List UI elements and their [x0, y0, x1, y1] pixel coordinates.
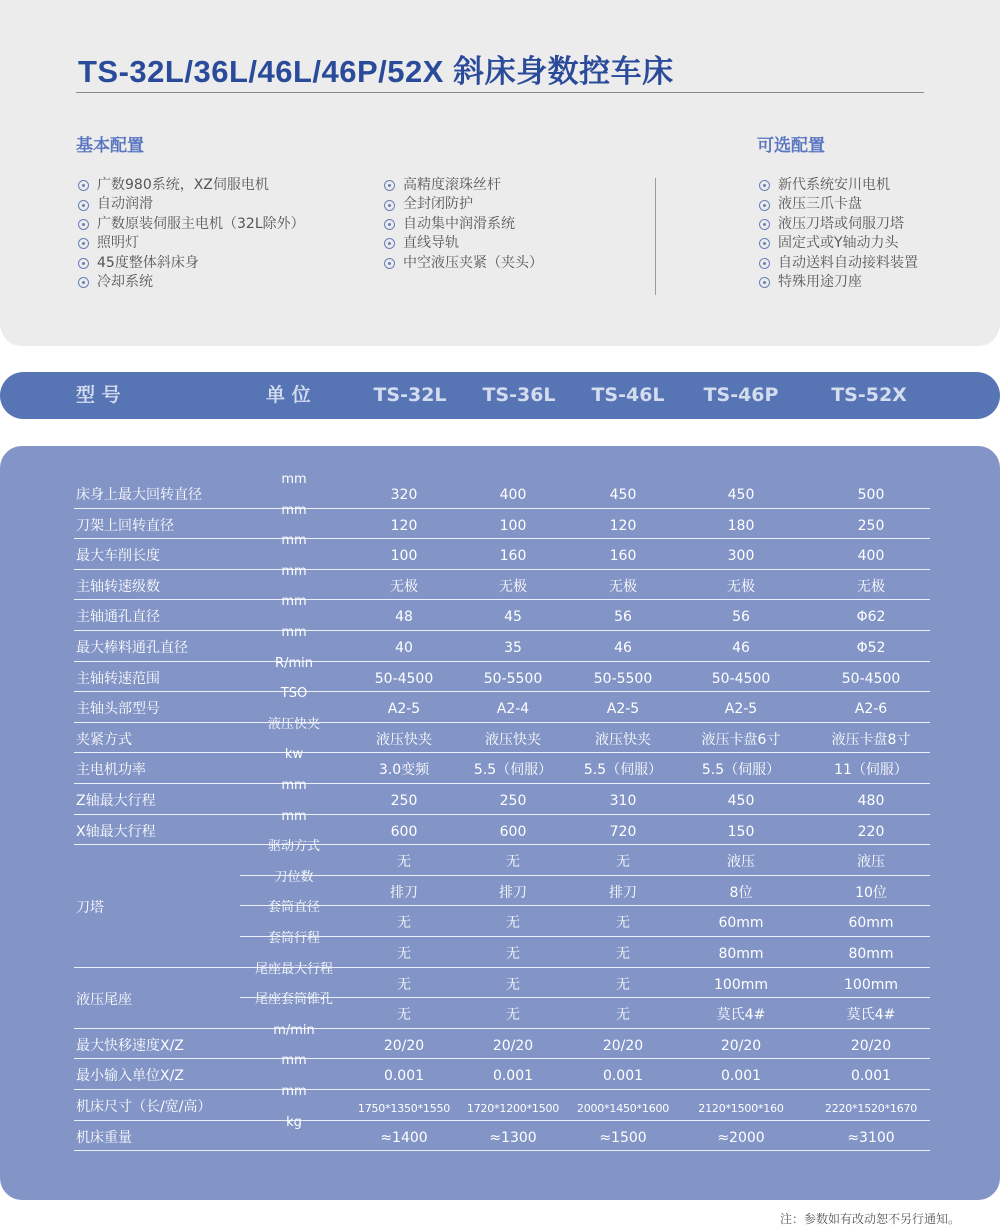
row-value: 20/20: [602, 1037, 644, 1054]
page-title: TS-32L/36L/46L/46P/52X 斜床身数控车床: [78, 54, 674, 89]
row-value: 600: [390, 823, 418, 840]
row-value: 无: [397, 946, 411, 962]
row-value: Φ52: [856, 640, 886, 656]
row-value: 50-4500: [711, 670, 771, 687]
row-label: 机床重量: [76, 1129, 132, 1146]
row-value: 20/20: [850, 1037, 892, 1054]
row-divider: [240, 875, 930, 876]
row-value: A2-5: [724, 701, 758, 718]
row-label: 床身上最大回转直径: [76, 487, 202, 503]
row-value: A2-6: [854, 701, 888, 718]
row-unit: mm: [281, 808, 307, 824]
row-value: 0.001: [492, 1068, 534, 1085]
config-item-label: 自动集中润滑系统: [403, 215, 515, 232]
row-value: 5.5（伺服）: [701, 762, 781, 779]
row-divider: [240, 905, 930, 906]
footnote: 注：参数如有改动恕不另行通知。: [779, 1212, 960, 1226]
row-value: 无: [616, 1007, 630, 1024]
row-unit: mm: [281, 563, 307, 579]
row-unit: 刀位数: [274, 869, 314, 885]
row-value: 100mm: [844, 976, 898, 993]
config-item-label: 45度整体斜床身: [97, 254, 199, 271]
header-model-label: 型 号: [76, 384, 121, 406]
row-value: 无极: [499, 578, 527, 595]
row-value: 120: [609, 517, 637, 534]
row-value: 液压卡盘8寸: [831, 731, 911, 748]
row-value: 5.5（伺服）: [473, 762, 553, 779]
row-value: 250: [390, 793, 418, 809]
row-value: 1720*1200*1500: [466, 1102, 560, 1115]
config-item-label: 自动送料自动接料装置: [778, 254, 918, 271]
row-value: 无: [616, 976, 630, 993]
row-value: 排刀: [609, 884, 637, 901]
header-model-ts-46l: TS-46L: [591, 384, 665, 406]
row-value: 600: [499, 823, 527, 840]
optional-config-heading: 可选配置: [757, 136, 825, 156]
row-value: 无: [397, 854, 411, 871]
row-unit: R/min: [275, 655, 313, 671]
row-value: 20/20: [492, 1037, 534, 1054]
row-value: 220: [857, 823, 885, 840]
row-value: 11（伺服）: [834, 762, 908, 779]
row-value: 50-5500: [593, 670, 653, 687]
row-value: 450: [727, 793, 755, 809]
row-value: 480: [857, 793, 885, 809]
header-model-ts-32l: TS-32L: [373, 384, 447, 406]
row-value: 180: [727, 517, 755, 534]
row-label: 最大车削长度: [76, 548, 160, 565]
row-divider: [74, 1150, 930, 1151]
row-value: 50-4500: [374, 670, 434, 687]
row-unit: 液压快夹: [267, 716, 321, 732]
row-label: 主轴转速范围: [76, 670, 160, 687]
row-value: 0.001: [850, 1068, 892, 1085]
row-value: 720: [609, 823, 637, 840]
config-item-label: 广数原装伺服主电机（32L除外）: [97, 215, 305, 232]
config-item-label: 广数980系统，XZ伺服电机: [97, 177, 269, 193]
row-value: ≈2000: [717, 1129, 765, 1146]
row-value: 2000*1450*1600: [576, 1102, 670, 1115]
row-value: 46: [614, 640, 632, 656]
row-unit: mm: [281, 1053, 307, 1069]
row-value: 无极: [727, 578, 755, 595]
row-divider: [74, 691, 930, 692]
row-value: 排刀: [390, 884, 418, 901]
row-value: 35: [504, 640, 522, 656]
row-divider: [74, 630, 930, 631]
row-divider: [74, 967, 930, 968]
row-value: 45: [504, 609, 522, 626]
row-label: Z轴最大行程: [76, 793, 156, 809]
row-value: 310: [609, 793, 637, 809]
header-unit-label: 单 位: [266, 384, 311, 406]
row-divider: [240, 997, 930, 998]
row-value: 450: [609, 487, 637, 503]
row-label: 主轴头部型号: [76, 701, 160, 718]
row-value: 无: [616, 915, 630, 932]
row-value: 3.0变频: [378, 762, 430, 779]
row-value: 2220*1520*1670: [824, 1102, 918, 1115]
row-label: 机床尺寸（长/宽/高）: [76, 1099, 212, 1115]
row-value: 5.5（伺服）: [583, 762, 663, 779]
config-item-label: 中空液压夹紧（夹头）: [403, 254, 543, 271]
row-value: 液压快夹: [376, 731, 432, 748]
row-value: 50-5500: [483, 670, 543, 687]
row-value: 无极: [390, 578, 418, 595]
row-value: 无: [506, 1007, 520, 1024]
row-label: 主电机功率: [76, 762, 146, 779]
config-item-label: 高精度滚珠丝杆: [403, 177, 501, 193]
row-value: 液压: [857, 854, 885, 871]
row-value: 100: [499, 517, 527, 534]
row-value: 无: [397, 915, 411, 932]
row-value: 2120*1500*160: [698, 1102, 784, 1115]
row-value: 150: [727, 823, 755, 840]
row-value: 无: [616, 854, 630, 871]
row-value: 排刀: [499, 884, 527, 901]
row-value: 10位: [855, 884, 887, 901]
row-value: 无: [506, 976, 520, 993]
row-value: A2-5: [606, 701, 640, 718]
row-unit: mm: [281, 594, 307, 610]
row-value: 100mm: [714, 976, 768, 993]
row-unit: mm: [281, 1084, 307, 1099]
row-value: A2-4: [496, 701, 530, 718]
row-divider: [240, 936, 930, 937]
row-unit: mm: [281, 502, 307, 518]
config-item-label: 冷却系统: [97, 273, 153, 290]
row-value: 0.001: [720, 1068, 762, 1085]
header-model-ts-46p: TS-46P: [703, 384, 779, 406]
row-value: 液压快夹: [485, 731, 541, 748]
row-value: 160: [499, 548, 527, 565]
row-value: 60mm: [718, 915, 764, 932]
row-value: 500: [857, 487, 885, 503]
row-unit: 驱动方式: [267, 839, 321, 855]
row-value: 300: [727, 548, 755, 565]
row-value: Φ62: [856, 609, 886, 626]
row-value: 20/20: [383, 1037, 425, 1054]
row-divider: [74, 599, 930, 600]
row-label: 主轴通孔直径: [76, 609, 160, 626]
config-item-label: 液压三爪卡盘: [778, 196, 862, 213]
row-value: 250: [857, 517, 885, 534]
row-value: 80mm: [718, 946, 764, 962]
config-item-label: 液压刀塔或伺服刀塔: [778, 215, 904, 232]
row-label: 最大棒料通孔直径: [76, 640, 188, 656]
row-value: 莫氏4#: [846, 1007, 896, 1024]
row-divider: [74, 722, 930, 723]
row-value: 50-4500: [841, 670, 901, 687]
row-divider: [74, 508, 930, 509]
row-value: 8位: [729, 884, 753, 901]
row-value: 无极: [609, 578, 637, 595]
row-value: 无: [506, 854, 520, 871]
row-value: 56: [614, 609, 632, 626]
row-unit: mm: [281, 778, 307, 793]
row-divider: [74, 752, 930, 753]
row-value: 0.001: [383, 1068, 425, 1085]
row-value: 无: [397, 976, 411, 993]
config-item-label: 全封闭防护: [403, 196, 473, 213]
row-value: 0.001: [602, 1068, 644, 1085]
row-value: 液压卡盘6寸: [701, 731, 781, 748]
header-model-ts-36l: TS-36L: [482, 384, 556, 406]
row-value: 80mm: [848, 946, 894, 962]
row-label: X轴最大行程: [76, 823, 156, 840]
row-label: 最大快移速度X/Z: [76, 1037, 184, 1054]
row-divider: [74, 783, 930, 784]
row-label: 夹紧方式: [76, 731, 132, 748]
row-value: 液压: [727, 854, 755, 871]
row-unit: mm: [281, 533, 307, 549]
row-value: 液压快夹: [595, 731, 651, 748]
row-label: 最小输入单位X/Z: [76, 1068, 184, 1085]
config-item-label: 自动润滑: [97, 196, 153, 213]
row-divider: [74, 538, 930, 539]
row-unit: mm: [281, 472, 307, 487]
row-value: 56: [732, 609, 750, 626]
row-value: 160: [609, 548, 637, 565]
row-unit: 尾座套筒锥孔: [254, 992, 334, 1008]
row-divider: [74, 1089, 930, 1090]
row-divider: [74, 844, 930, 845]
row-value: 450: [727, 487, 755, 503]
row-divider: [74, 569, 930, 570]
row-value: 320: [390, 487, 418, 503]
row-value: 无: [506, 915, 520, 932]
row-value: 20/20: [720, 1037, 762, 1054]
row-unit: kg: [286, 1114, 302, 1130]
row-label: 刀架上回转直径: [76, 517, 174, 534]
row-value: 无极: [857, 578, 885, 595]
row-unit: 尾座最大行程: [254, 961, 334, 977]
config-item-label: 固定式或Y轴动力头: [778, 235, 899, 252]
row-value: 400: [499, 487, 527, 503]
row-value: 无: [616, 946, 630, 962]
row-unit: m/min: [273, 1022, 315, 1038]
basic-config-heading: 基本配置: [76, 136, 144, 156]
row-value: 46: [732, 640, 750, 656]
row-value: 莫氏4#: [716, 1007, 766, 1024]
row-unit: 套筒直径: [267, 900, 321, 916]
row-value: A2-5: [387, 701, 421, 718]
row-value: ≈1500: [599, 1129, 647, 1146]
row-value: 100: [390, 548, 418, 565]
config-item-label: 直线导轨: [403, 235, 459, 252]
row-label: 主轴转速级数: [76, 578, 160, 595]
row-value: 无: [506, 946, 520, 962]
row-value: 250: [499, 793, 527, 809]
row-divider: [74, 814, 930, 815]
row-value: 无: [397, 1007, 411, 1024]
row-value: ≈3100: [847, 1129, 895, 1146]
row-value: 48: [395, 609, 413, 626]
row-value: ≈1400: [380, 1129, 428, 1146]
row-divider: [74, 1058, 930, 1059]
config-item-label: 新代系统安川电机: [778, 177, 890, 193]
row-value: 400: [857, 548, 885, 565]
header-model-ts-52x: TS-52X: [831, 384, 907, 406]
row-unit: 套筒行程: [267, 931, 321, 946]
row-divider: [74, 661, 930, 662]
row-value: 120: [390, 517, 418, 534]
row-value: 1750*1350*1550: [357, 1102, 451, 1115]
group-label-turret: 刀塔: [76, 900, 104, 917]
row-value: ≈1300: [489, 1129, 537, 1146]
group-label-tailstock: 液压尾座: [76, 991, 132, 1008]
row-value: 60mm: [848, 915, 894, 932]
row-unit: mm: [281, 625, 307, 640]
row-divider: [74, 1120, 930, 1121]
row-value: 40: [395, 640, 413, 656]
row-unit: kw: [284, 747, 304, 763]
config-item-label: 照明灯: [97, 235, 139, 252]
row-unit: TSO: [280, 686, 308, 702]
row-divider: [74, 1028, 930, 1029]
config-item-label: 特殊用途刀座: [778, 273, 862, 290]
